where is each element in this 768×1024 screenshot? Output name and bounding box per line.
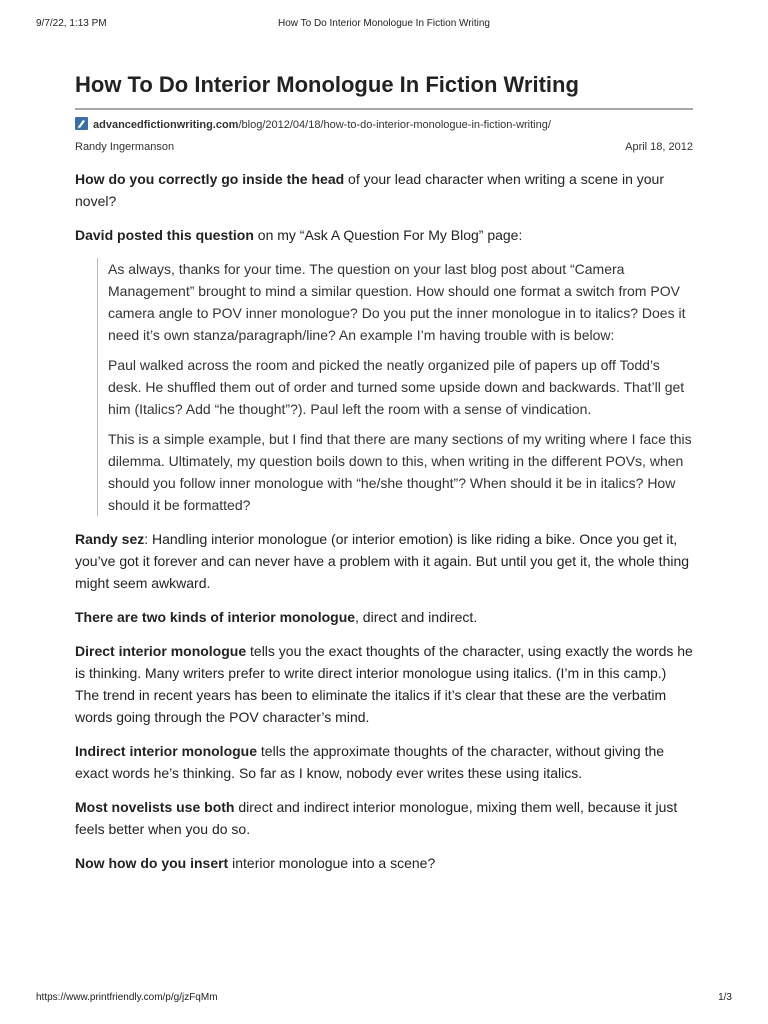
article-title: How To Do Interior Monologue In Fiction Writing — [75, 72, 579, 97]
print-url[interactable]: https://www.printfriendly.com/p/g/jzFqMm — [36, 992, 218, 1003]
paragraph-answer — [75, 528, 693, 594]
print-header — [36, 18, 732, 32]
quote-paragraph: Paul walked across the room and picked the neatly organized pile of papers up off Todd’s desk. He shuffled them out of order and turned some upside down and backwards. That’ll get him (Italics? Add “he thought”?). Paul left the room with a sense of vindication. — [108, 357, 685, 417]
quote-paragraph: This is a simple example, but I find that there are many sections of my writing where I face this dilemma. Ultimately, my question boils down to this, when writing in the different POVs, when should you follow inner monologue with “he/she thought”? When should it be in italics? How should it be formatted? — [108, 431, 692, 513]
title-divider — [75, 108, 693, 110]
print-footer — [36, 992, 732, 1006]
paragraph-text: interior monologue into a scene? — [228, 855, 436, 871]
paragraph-text: tells the approximate thoughts of the character, without giving the exact words he’s thinking. So far as I know, nobody ever writes these using italics. — [75, 743, 665, 781]
bold-lead: There are two kinds of interior monologue — [75, 609, 356, 625]
paragraph-text: : Handling interior monologue (or interior emotion) is like riding a bike. Once you get it, you’ve got it forever and can never have a problem with it again. But until you get it, the whole thing might seem awkward. — [75, 531, 690, 591]
paragraph-insert — [75, 852, 693, 874]
paragraph-question-intro — [75, 224, 693, 246]
bold-lead: Randy sez — [75, 531, 145, 547]
paragraph-text: on my “Ask A Question For My Blog” page: — [253, 227, 523, 243]
publish-date: April 18, 2012 — [625, 141, 693, 153]
article — [75, 70, 693, 874]
paragraph-direct — [75, 640, 693, 728]
paragraph-intro — [75, 168, 693, 212]
paragraph-text: direct and indirect interior monologue, mixing them well, because it just feels better when you do so. — [75, 799, 678, 837]
bold-lead: Most novelists use both — [75, 799, 235, 815]
source-path[interactable]: /blog/2012/04/18/how-to-do-interior-monologue-in-fiction-writing/ — [238, 119, 551, 131]
paragraph-indirect — [75, 740, 693, 784]
paragraph-both — [75, 796, 693, 840]
byline — [75, 138, 693, 156]
print-page-title: How To Do Interior Monologue In Fiction Writing — [278, 18, 490, 29]
bold-lead: How do you correctly go inside the head — [75, 171, 345, 187]
site-favicon-icon — [75, 117, 88, 130]
page-number: 1/3 — [718, 992, 732, 1003]
source-domain[interactable]: advancedfictionwriting.com — [93, 119, 239, 131]
bold-lead: Indirect interior monologue — [75, 743, 258, 759]
print-datetime: 9/7/22, 1:13 PM — [36, 18, 107, 29]
bold-lead: David posted this question — [75, 227, 254, 243]
paragraph-two-kinds — [75, 606, 693, 628]
source-line — [75, 116, 693, 134]
author-name: Randy Ingermanson — [75, 141, 175, 153]
paragraph-text: of your lead character when writing a scene in your novel? — [75, 171, 664, 209]
reader-question-quote — [97, 258, 693, 516]
paragraph-text: tells you the exact thoughts of the character, using exactly the words he is thinking. Many writers prefer to write direct interior monologue using italics. (I’m in this camp.) The trend in recent years has been to eliminate the italics if it’s clear that these are the verbatim words going through the POV character’s mind. — [75, 643, 693, 725]
bold-lead: Direct interior monologue — [75, 643, 247, 659]
bold-lead: Now how do you insert — [75, 855, 229, 871]
paragraph-text: , direct and indirect. — [355, 609, 478, 625]
quote-paragraph: As always, thanks for your time. The question on your last blog post about “Camera Management” brought to mind a similar question. How should one format a switch from POV camera angle to POV inner monologue? Do you put the inner monologue in to italics? Does it need it’s own stanza/paragraph/line? An example I’m having trouble with is below: — [108, 261, 686, 343]
